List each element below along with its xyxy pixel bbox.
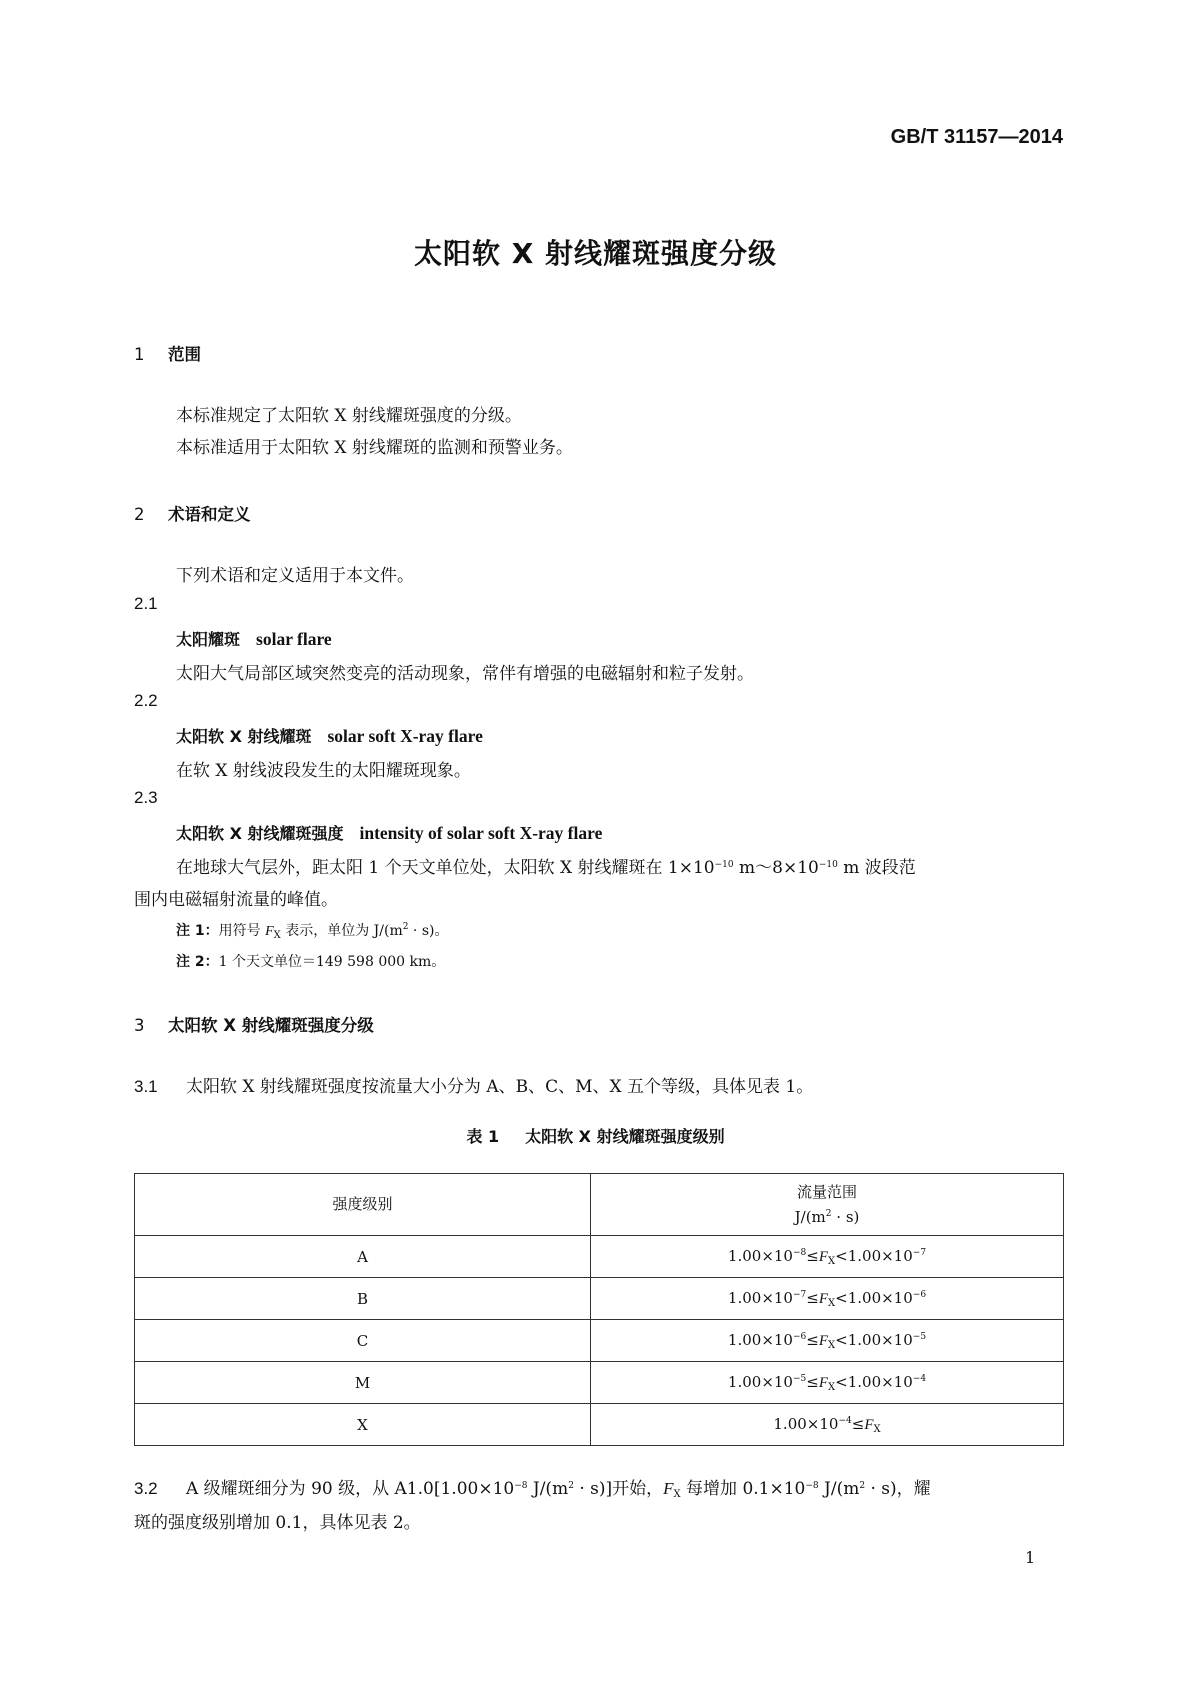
superscript: 2 (568, 1481, 574, 1491)
clause-text: · s)]开始， (573, 1479, 664, 1499)
flux-symbol: F (663, 1479, 674, 1498)
superscript: 2 (859, 1481, 866, 1491)
cell-flux-range (591, 1404, 1064, 1446)
flux-symbol: F (818, 1291, 829, 1307)
section-number: 3 (134, 1016, 145, 1035)
definition-text: m 波段范 (837, 858, 916, 878)
cell-level: X (135, 1404, 591, 1446)
col-header-flux-unit (591, 1205, 1063, 1230)
table-label: 表 1 (466, 1127, 500, 1146)
clause-number: 2.3 (134, 788, 158, 807)
upper-bound: 1.00×10 (847, 1247, 913, 1265)
clause-number: 2.2 (134, 691, 158, 710)
flux-symbol: F (864, 1417, 874, 1433)
subscript: X (828, 1340, 836, 1351)
term-zh: 太阳耀斑 (176, 630, 241, 649)
exponent: −6 (912, 1290, 927, 1300)
standard-code: GB/T 31157—2014 (890, 126, 1063, 148)
section-title: 术语和定义 (168, 505, 251, 524)
table-caption (0, 1124, 1191, 1147)
cell-flux-range (591, 1236, 1064, 1278)
definition-text: m～8×10 (733, 858, 819, 878)
term-definition-continued: 围内电磁辐射流量的峰值。 (134, 890, 338, 910)
lt-sign: < (835, 1247, 848, 1265)
clause-text: 太阳软 X 射线耀斑强度按流量大小分为 A、B、C、M、X 五个等级，具体见表 1。 (186, 1077, 814, 1097)
paragraph: 本标准规定了太阳软 X 射线耀斑强度的分级。 (176, 406, 522, 426)
exponent: −8 (514, 1481, 528, 1491)
term-zh: 太阳软 X 射线耀斑 (176, 727, 312, 746)
note-label: 注 1： (176, 923, 219, 939)
term-definition: 太阳大气局部区域突然变亮的活动现象，常伴有增强的电磁辐射和粒子发射。 (176, 664, 754, 684)
table-header-row (135, 1174, 1064, 1236)
flux-symbol: F (818, 1249, 829, 1265)
superscript: 2 (402, 922, 409, 932)
term-definition: 在软 X 射线波段发生的太阳耀斑现象。 (176, 761, 471, 781)
exponent: −10 (714, 860, 734, 870)
note-label: 注 2： (176, 954, 219, 970)
cell-level: A (135, 1236, 591, 1278)
le-sign: ≤ (806, 1331, 819, 1349)
exponent: −4 (912, 1374, 927, 1384)
term-en: solar flare (256, 629, 332, 649)
exponent: −6 (792, 1332, 807, 1342)
section-title: 太阳软 X 射线耀斑强度分级 (168, 1016, 374, 1035)
definition-text: 在地球大气层外，距太阳 1 个天文单位处，太阳软 X 射线耀斑在 1×10 (176, 858, 715, 878)
exponent: −5 (912, 1332, 927, 1342)
note-2 (176, 951, 445, 971)
flux-table (134, 1173, 1064, 1446)
term-title (176, 627, 332, 650)
table-row (135, 1320, 1064, 1362)
cell-level: C (135, 1320, 591, 1362)
section-number: 2 (134, 505, 145, 524)
cell-flux-range (591, 1320, 1064, 1362)
note-text: 1 个天文单位＝149 598 000 km。 (218, 954, 446, 970)
note-text: 表示，单位为 J/(m (280, 923, 403, 939)
term-title (176, 724, 483, 747)
section-3-heading (134, 1012, 374, 1036)
subscript: X (873, 1424, 881, 1435)
flux-symbol: F (265, 924, 274, 939)
paragraph: 下列术语和定义适用于本文件。 (176, 566, 414, 586)
term-en: intensity of solar soft X-ray flare (359, 823, 603, 843)
le-sign: ≤ (806, 1373, 819, 1391)
term-zh: 太阳软 X 射线耀斑强度 (176, 824, 344, 843)
clause-3-2 (134, 1474, 931, 1499)
section-1-heading (134, 341, 201, 365)
upper-bound: 1.00×10 (847, 1331, 913, 1349)
le-sign: ≤ (806, 1247, 819, 1265)
clause-3-1 (134, 1072, 813, 1097)
unit-text: · s) (831, 1207, 860, 1226)
subscript: X (828, 1256, 836, 1267)
table-row (135, 1404, 1064, 1446)
lower-bound: 1.00×10 (727, 1289, 793, 1307)
exponent: −10 (818, 860, 838, 870)
clause-text: J/(m (527, 1479, 569, 1499)
table-row (135, 1236, 1064, 1278)
cell-flux-range (591, 1278, 1064, 1320)
note-text: 用符号 (218, 923, 266, 939)
clause-text: · s)，耀 (865, 1479, 931, 1499)
lower-bound: 1.00×10 (773, 1415, 839, 1433)
le-sign: ≤ (851, 1415, 865, 1433)
unit-text: J/(m (794, 1207, 826, 1226)
clause-text: 每增加 0.1×10 (680, 1479, 806, 1499)
clause-text: A 级耀斑细分为 90 级，从 A1.0[1.00×10 (186, 1479, 515, 1499)
col-header-level: 强度级别 (135, 1174, 591, 1236)
lower-bound: 1.00×10 (727, 1247, 793, 1265)
page-number: 1 (1025, 1548, 1036, 1567)
section-number: 1 (134, 345, 145, 364)
table-title: 太阳软 X 射线耀斑强度级别 (525, 1127, 725, 1146)
col-header-flux-title: 流量范围 (796, 1182, 857, 1201)
table-row (135, 1278, 1064, 1320)
exponent: −8 (805, 1481, 819, 1491)
note-1 (176, 920, 448, 940)
lt-sign: < (835, 1373, 848, 1391)
term-title (176, 821, 602, 844)
clause-number: 3.1 (134, 1077, 158, 1096)
subscript: X (828, 1298, 836, 1309)
superscript: 2 (825, 1208, 832, 1219)
subscript: X (673, 1489, 681, 1500)
lt-sign: < (835, 1331, 848, 1349)
clause-number: 2.1 (134, 594, 158, 613)
cell-level: M (135, 1362, 591, 1404)
upper-bound: 1.00×10 (847, 1289, 913, 1307)
col-header-flux (591, 1174, 1064, 1236)
exponent: −7 (912, 1248, 927, 1258)
exponent: −4 (838, 1416, 852, 1426)
cell-level: B (135, 1278, 591, 1320)
clause-number: 3.2 (134, 1479, 158, 1498)
upper-bound: 1.00×10 (847, 1373, 913, 1391)
lower-bound: 1.00×10 (727, 1331, 793, 1349)
cell-flux-range (591, 1362, 1064, 1404)
subscript: X (273, 930, 281, 941)
lower-bound: 1.00×10 (727, 1373, 793, 1391)
lt-sign: < (835, 1289, 848, 1307)
note-text: · s)。 (408, 923, 449, 939)
document-title: 太阳软 X 射线耀斑强度分级 (413, 237, 778, 270)
exponent: −5 (792, 1374, 807, 1384)
clause-3-2-continued: 斑的强度级别增加 0.1，具体见表 2。 (134, 1513, 421, 1533)
section-title: 范围 (168, 345, 201, 364)
flux-symbol: F (818, 1375, 829, 1391)
term-definition (176, 853, 916, 878)
clause-text: J/(m (818, 1479, 860, 1499)
paragraph: 本标准适用于太阳软 X 射线耀斑的监测和预警业务。 (176, 438, 573, 458)
subscript: X (828, 1382, 836, 1393)
exponent: −8 (792, 1248, 807, 1258)
exponent: −7 (792, 1290, 807, 1300)
section-2-heading (134, 501, 251, 525)
term-en: solar soft X-ray flare (327, 726, 483, 746)
flux-symbol: F (818, 1333, 829, 1349)
le-sign: ≤ (806, 1289, 819, 1307)
table-row (135, 1362, 1064, 1404)
